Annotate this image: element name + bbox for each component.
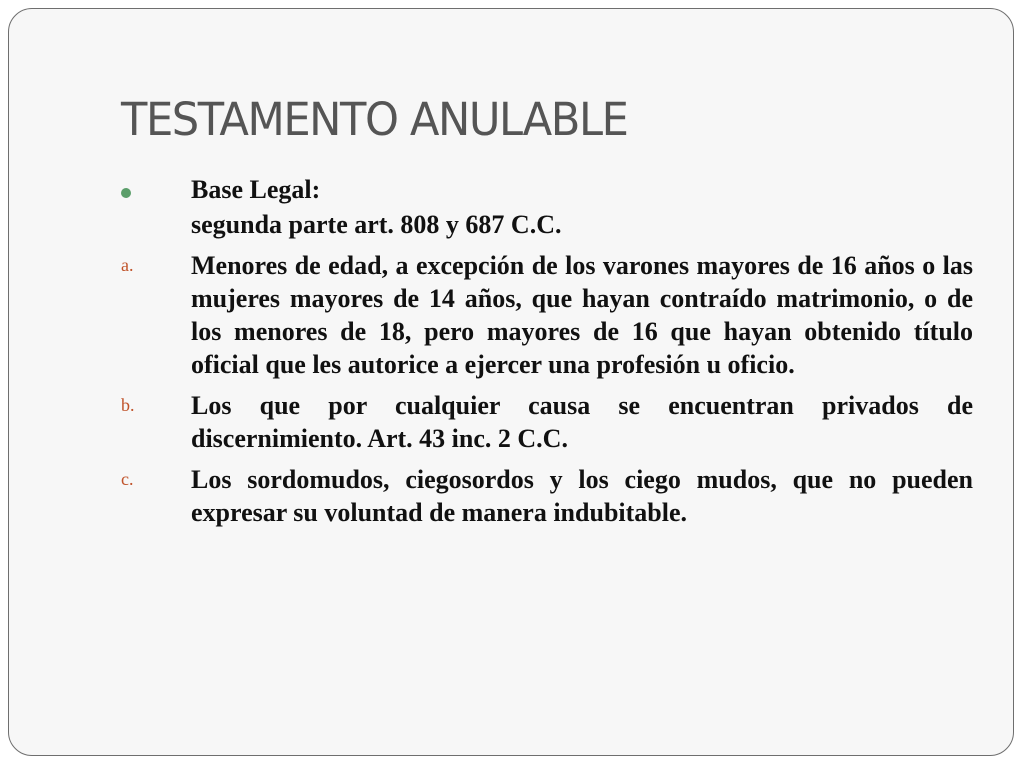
bullet-detail: segunda parte art. 808 y 687 C.C.: [191, 210, 562, 239]
list-text-b: Los que por cualquier causa se encuentran privados de discernimiento. Art. 43 inc. 2 C.C.: [191, 391, 973, 453]
bullet-dot-icon: [121, 173, 131, 206]
bullet-label: Base Legal:: [191, 175, 321, 204]
list-text-a: Menores de edad, a excepción de los varones mayores de 16 años o las mujeres mayores de 14 años, que hayan contraído matrimonio, o de los menores de 18, pero mayores de 16 que hayan obtenido título oficial que les autorice a ejercer una profesión u oficio.: [191, 251, 973, 379]
list-marker-c: c.: [121, 469, 134, 489]
slide-content: [117, 173, 973, 537]
bullet-detail-row: [117, 208, 973, 241]
list-text-c: Los sordomudos, ciegosordos y los ciego mudos, que no pueden expresar su voluntad de manera indubitable.: [191, 465, 973, 527]
list-item-c: [117, 463, 973, 529]
slide-frame: [8, 8, 1014, 756]
slide-title: TESTAMENTO ANULABLE: [121, 93, 628, 146]
bullet-item: [117, 173, 973, 206]
list-item-b: [117, 389, 973, 455]
list-marker-b: b.: [121, 395, 135, 415]
list-item-a: [117, 249, 973, 381]
list-marker-a: a.: [121, 255, 134, 275]
